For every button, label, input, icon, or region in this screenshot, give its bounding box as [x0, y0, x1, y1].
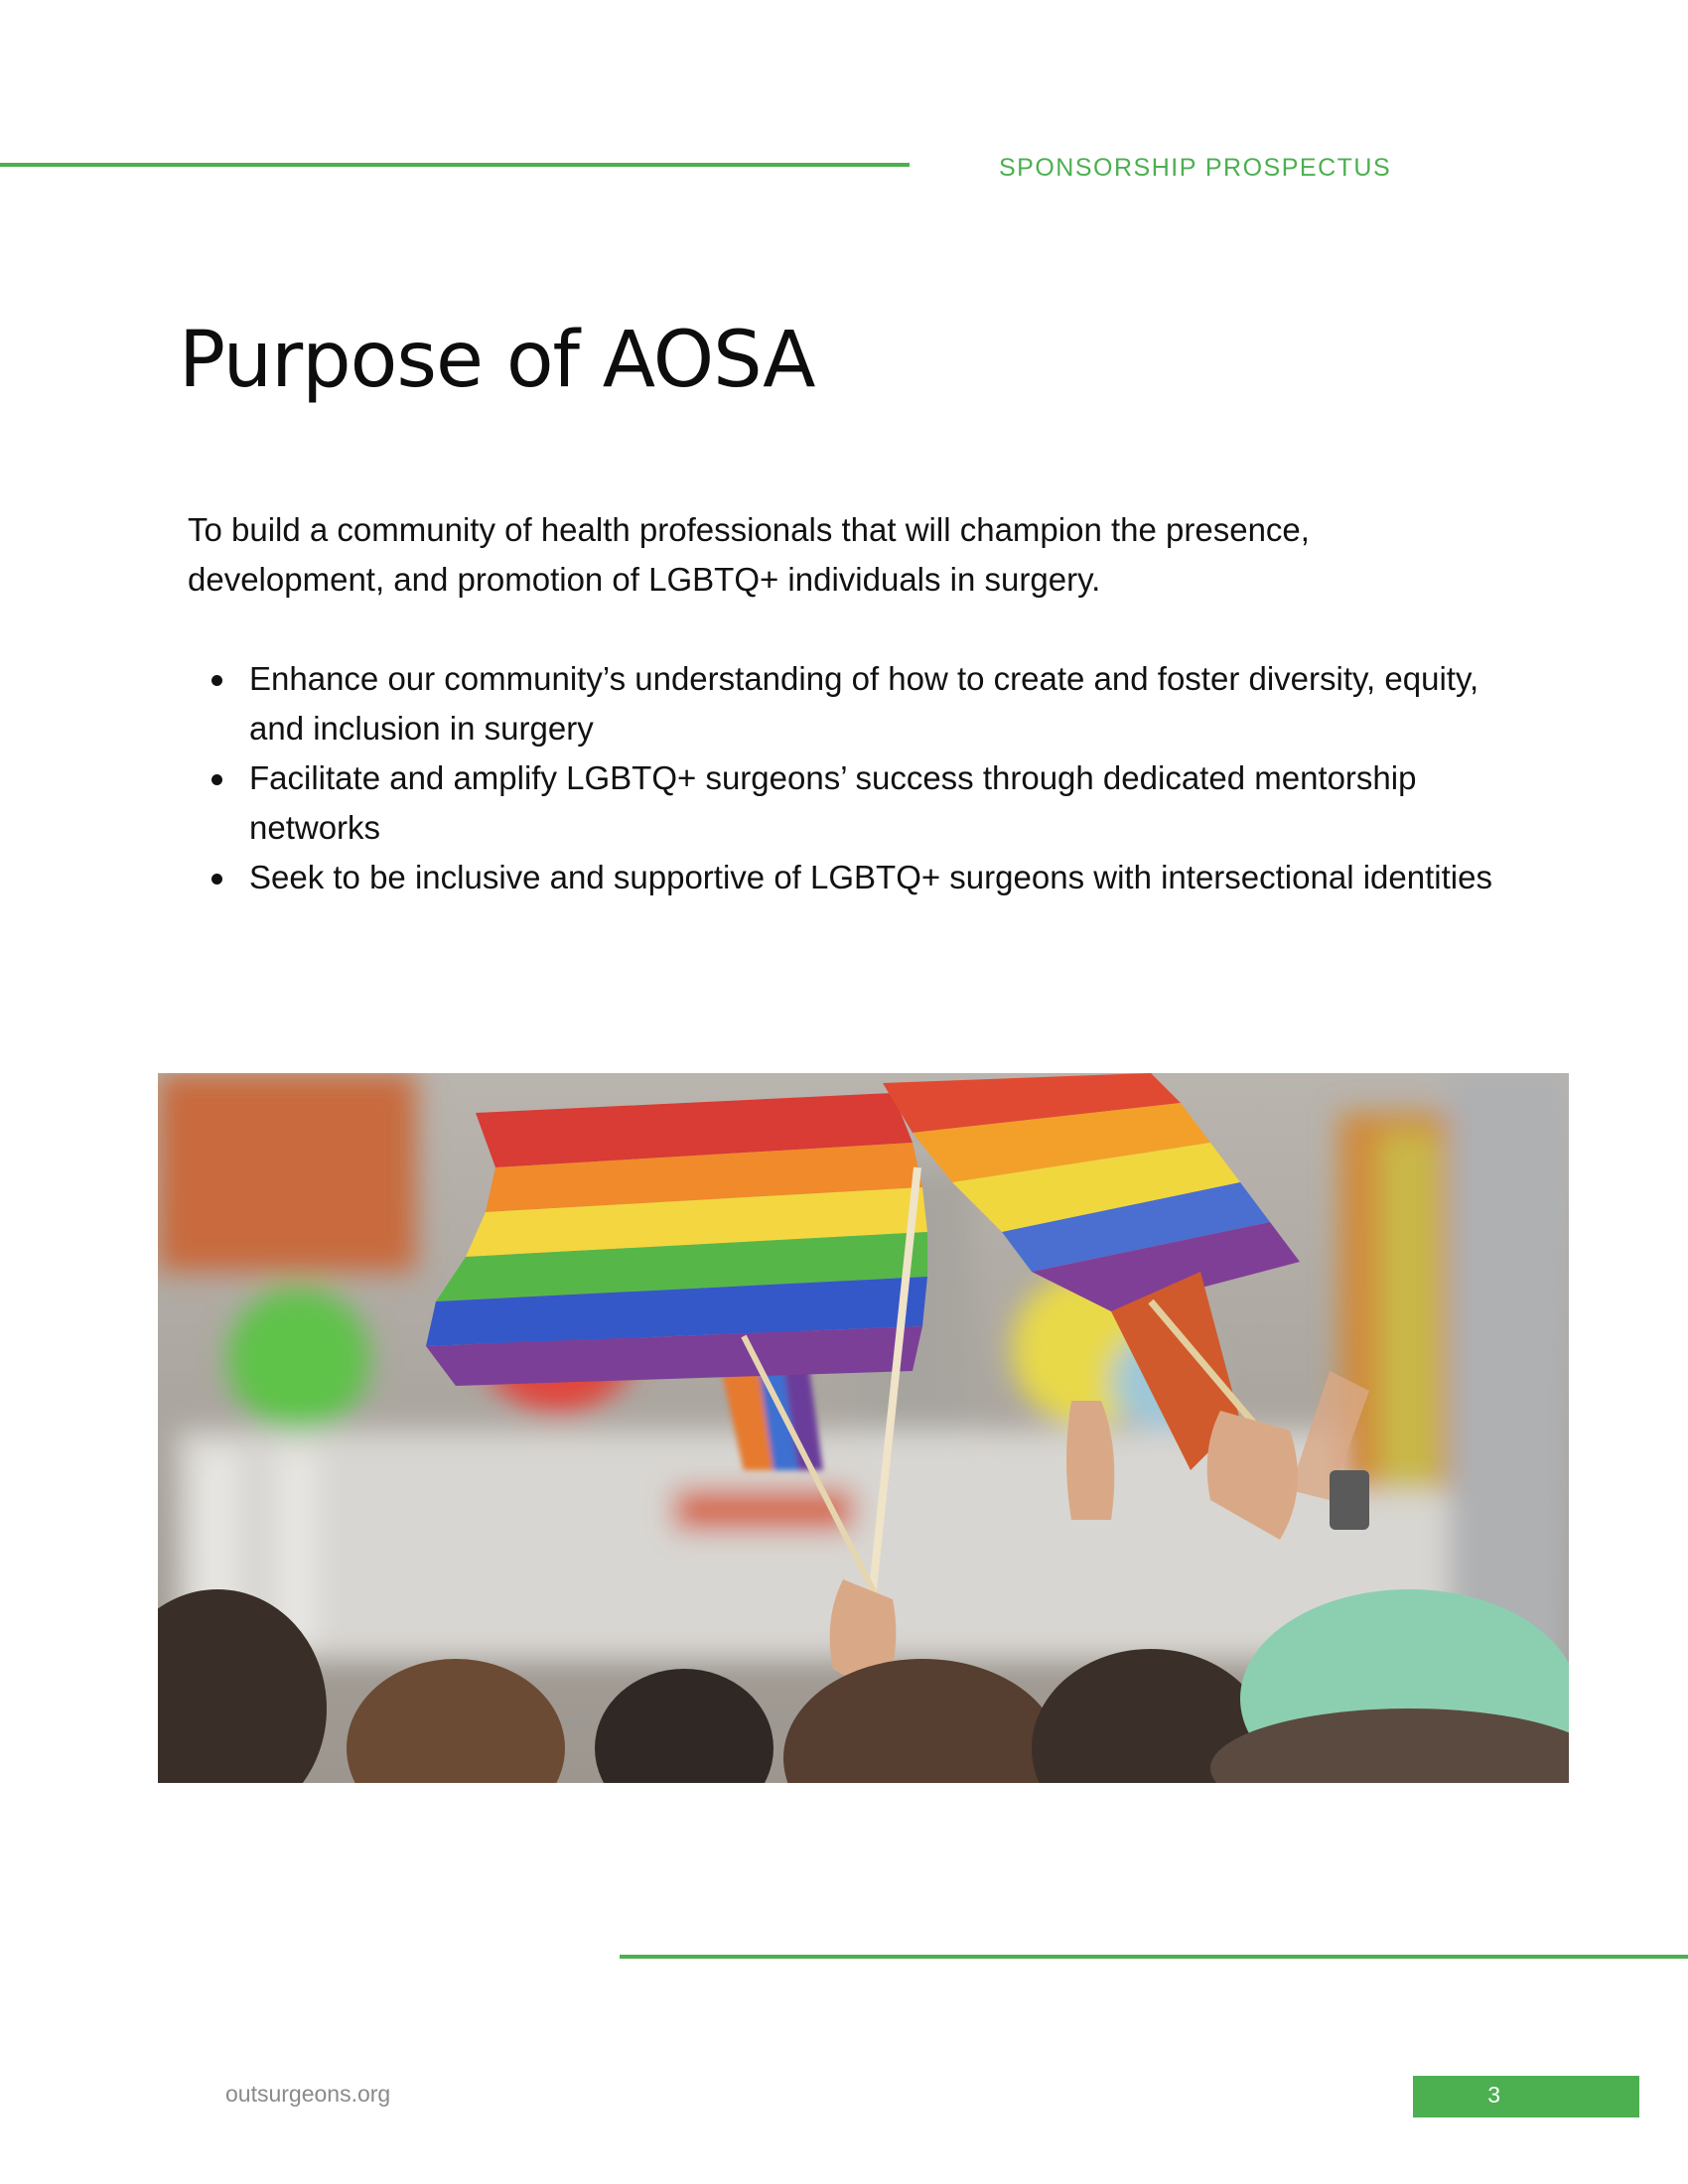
- footer-website-link[interactable]: outsurgeons.org: [225, 2081, 391, 2107]
- pride-parade-photo: [158, 1073, 1569, 1783]
- list-item-text: Facilitate and amplify LGBTQ+ surgeons’ success through dedicated mentorship networks: [249, 759, 1417, 846]
- header-divider: [0, 163, 910, 167]
- list-item: [208, 853, 1538, 902]
- list-item-text: Enhance our community’s understanding of how to create and foster diversity, equity, and inclusion in surgery: [249, 660, 1479, 747]
- list-item: [208, 654, 1538, 753]
- page-number-badge: [1413, 2076, 1639, 2117]
- footer-divider: [620, 1955, 1688, 1959]
- page-number: 3: [1487, 2082, 1500, 2108]
- bullet-icon: [211, 774, 222, 785]
- bullet-icon: [211, 675, 222, 686]
- list-item: [208, 753, 1538, 853]
- purpose-bullet-list: [208, 654, 1538, 902]
- purpose-statement: To build a community of health professionals that will champion the presence, development, and promotion of LGBTQ+ individuals in surgery.: [188, 511, 1310, 598]
- page-title: Purpose of AOSA: [179, 316, 815, 405]
- list-item-text: Seek to be inclusive and supportive of LGBTQ+ surgeons with intersectional identities: [249, 859, 1492, 895]
- document-header-label: SPONSORSHIP PROSPECTUS: [999, 154, 1392, 182]
- bullet-icon: [211, 874, 222, 885]
